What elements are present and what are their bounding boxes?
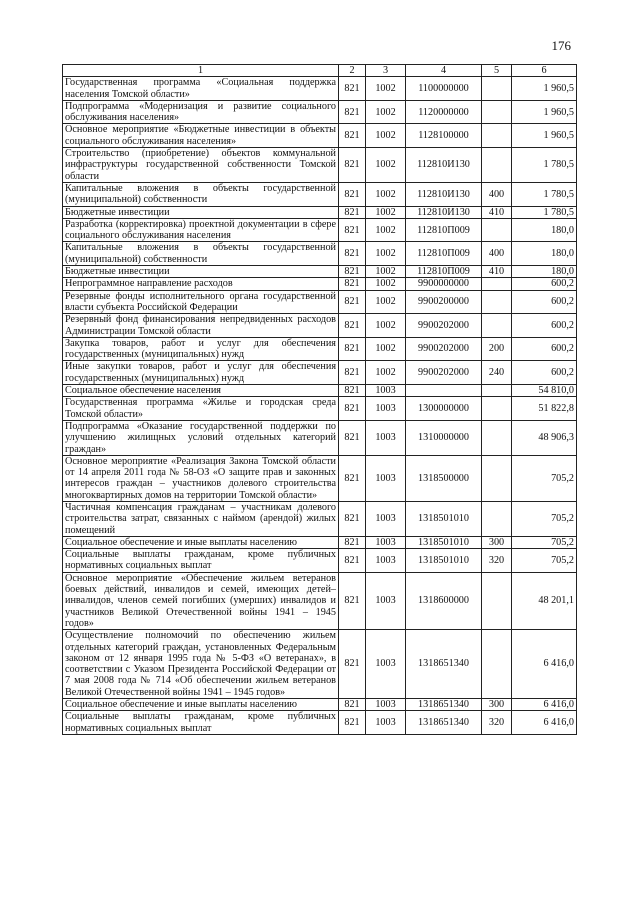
target-article-cell: 1318501010: [406, 501, 482, 536]
amount-cell: 6 416,0: [512, 630, 577, 699]
target-article-cell: 1318501010: [406, 549, 482, 573]
section-code-cell: 1002: [366, 77, 406, 101]
expense-name-cell: Осуществление полномочий по обеспечению жильем отдельных категорий граждан, установленных Федеральным законом от 12 января 1995 года № 5-ФЗ «О ветеранах», в соответствии с Указом Президента Российской Федерации от 7 мая 2008 года № 714 «Об обеспечении жильем ветеранов Великой Отечественной войны 1941 – 1945 годов»: [63, 630, 339, 699]
column-number: 6: [512, 65, 577, 77]
section-code-cell: 1002: [366, 148, 406, 183]
table-row: [63, 549, 577, 573]
target-article-cell: 1128100000: [406, 124, 482, 148]
expense-name-cell: Капитальные вложения в объекты государственной (муниципальной) собственности: [63, 182, 339, 206]
target-article-cell: 1318651340: [406, 630, 482, 699]
amount-cell: 705,2: [512, 455, 577, 501]
expense-name-cell: Резервный фонд финансирования непредвиденных расходов Администрации Томской области: [63, 314, 339, 338]
section-code-cell: 1002: [366, 290, 406, 314]
expense-type-cell: [482, 290, 512, 314]
section-code-cell: 1003: [366, 455, 406, 501]
expense-type-cell: [482, 385, 512, 397]
ministry-code-cell: 821: [339, 124, 366, 148]
ministry-code-cell: 821: [339, 711, 366, 735]
expense-type-cell: [482, 124, 512, 148]
target-article-cell: 112810П009: [406, 266, 482, 278]
expense-type-cell: [482, 77, 512, 101]
section-code-cell: 1003: [366, 420, 406, 455]
target-article-cell: 1300000000: [406, 397, 482, 421]
amount-cell: 705,2: [512, 501, 577, 536]
section-code-cell: 1003: [366, 572, 406, 629]
section-code-cell: 1002: [366, 206, 406, 218]
target-article-cell: 9900202000: [406, 337, 482, 361]
column-number: 3: [366, 65, 406, 77]
amount-cell: 600,2: [512, 278, 577, 290]
amount-cell: 600,2: [512, 337, 577, 361]
ministry-code-cell: 821: [339, 385, 366, 397]
target-article-cell: 112810П009: [406, 218, 482, 242]
table-row: [63, 361, 577, 385]
ministry-code-cell: 821: [339, 290, 366, 314]
table-row: [63, 77, 577, 101]
expense-type-cell: [482, 630, 512, 699]
expense-type-cell: [482, 455, 512, 501]
expense-name-cell: Подпрограмма «Оказание государственной поддержки по улучшению жилищных условий отдельных категорий граждан»: [63, 420, 339, 455]
column-number: 5: [482, 65, 512, 77]
section-code-cell: 1002: [366, 100, 406, 124]
expense-name-cell: Частичная компенсация гражданам – участникам долевого строительства затрат, связанных с наймом (арендой) жилых помещений: [63, 501, 339, 536]
section-code-cell: 1002: [366, 337, 406, 361]
table-row: [63, 206, 577, 218]
target-article-cell: 112810П009: [406, 242, 482, 266]
target-article-cell: 112810И130: [406, 206, 482, 218]
amount-cell: 1 780,5: [512, 206, 577, 218]
expense-name-cell: Основное мероприятие «Обеспечение жильем ветеранов боевых действий, инвалидов и семей, имеющих детей–инвалидов, членов семей погибших (умерших) инвалидов и участников Великой Отечественной войны 1941 – 1945 годов»: [63, 572, 339, 629]
expense-name-cell: Социальное обеспечение населения: [63, 385, 339, 397]
expense-type-cell: [482, 572, 512, 629]
expense-type-cell: 320: [482, 711, 512, 735]
target-article-cell: 9900200000: [406, 290, 482, 314]
table-row: [63, 711, 577, 735]
amount-cell: 600,2: [512, 361, 577, 385]
amount-cell: 180,0: [512, 218, 577, 242]
ministry-code-cell: 821: [339, 266, 366, 278]
column-number-row: [63, 65, 577, 77]
table-row: [63, 420, 577, 455]
table-row: [63, 314, 577, 338]
ministry-code-cell: 821: [339, 278, 366, 290]
expense-name-cell: Бюджетные инвестиции: [63, 266, 339, 278]
table-row: [63, 699, 577, 711]
amount-cell: 1 960,5: [512, 100, 577, 124]
expense-type-cell: 410: [482, 206, 512, 218]
ministry-code-cell: 821: [339, 397, 366, 421]
column-number: 4: [406, 65, 482, 77]
ministry-code-cell: 821: [339, 100, 366, 124]
target-article-cell: [406, 385, 482, 397]
expense-type-cell: 320: [482, 549, 512, 573]
section-code-cell: 1003: [366, 397, 406, 421]
amount-cell: 6 416,0: [512, 711, 577, 735]
page-number: 176: [551, 38, 571, 53]
expense-type-cell: [482, 218, 512, 242]
section-code-cell: 1003: [366, 536, 406, 548]
expense-name-cell: Иные закупки товаров, работ и услуг для обеспечения государственных (муниципальных) нужд: [63, 361, 339, 385]
ministry-code-cell: 821: [339, 337, 366, 361]
expense-name-cell: Строительство (приобретение) объектов коммунальной инфраструктуры государственной собственности Томской области: [63, 148, 339, 183]
expense-type-cell: 300: [482, 536, 512, 548]
expense-type-cell: [482, 100, 512, 124]
table-row: [63, 397, 577, 421]
table-row: [63, 124, 577, 148]
amount-cell: 600,2: [512, 314, 577, 338]
expense-type-cell: 240: [482, 361, 512, 385]
section-code-cell: 1002: [366, 242, 406, 266]
amount-cell: 48 201,1: [512, 572, 577, 629]
section-code-cell: 1002: [366, 361, 406, 385]
amount-cell: 1 780,5: [512, 182, 577, 206]
expense-name-cell: Закупка товаров, работ и услуг для обеспечения государственных (муниципальных) нужд: [63, 337, 339, 361]
table-row: [63, 501, 577, 536]
target-article-cell: 1100000000: [406, 77, 482, 101]
amount-cell: 51 822,8: [512, 397, 577, 421]
expense-type-cell: [482, 278, 512, 290]
target-article-cell: 9900202000: [406, 361, 482, 385]
amount-cell: 705,2: [512, 549, 577, 573]
expense-type-cell: 200: [482, 337, 512, 361]
amount-cell: 1 780,5: [512, 148, 577, 183]
amount-cell: 54 810,0: [512, 385, 577, 397]
ministry-code-cell: 821: [339, 630, 366, 699]
expense-name-cell: Бюджетные инвестиции: [63, 206, 339, 218]
target-article-cell: 1310000000: [406, 420, 482, 455]
table-row: [63, 290, 577, 314]
table-row: [63, 337, 577, 361]
ministry-code-cell: 821: [339, 420, 366, 455]
expense-name-cell: Непрограммное направление расходов: [63, 278, 339, 290]
target-article-cell: 112810И130: [406, 182, 482, 206]
table-row: [63, 218, 577, 242]
column-number: 1: [63, 65, 339, 77]
table-row: [63, 536, 577, 548]
target-article-cell: 1318651340: [406, 699, 482, 711]
expense-type-cell: 400: [482, 182, 512, 206]
ministry-code-cell: 821: [339, 242, 366, 266]
amount-cell: 705,2: [512, 536, 577, 548]
section-code-cell: 1002: [366, 266, 406, 278]
target-article-cell: 1318651340: [406, 711, 482, 735]
section-code-cell: 1003: [366, 501, 406, 536]
budget-table: [62, 64, 577, 735]
amount-cell: 1 960,5: [512, 77, 577, 101]
target-article-cell: 1120000000: [406, 100, 482, 124]
table-row: [63, 182, 577, 206]
expense-name-cell: Резервные фонды исполнительного органа государственной власти субъекта Российской Федерации: [63, 290, 339, 314]
expense-name-cell: Социальные выплаты гражданам, кроме публичных нормативных социальных выплат: [63, 711, 339, 735]
expense-type-cell: [482, 397, 512, 421]
ministry-code-cell: 821: [339, 361, 366, 385]
table-row: [63, 266, 577, 278]
amount-cell: 180,0: [512, 242, 577, 266]
amount-cell: 48 906,3: [512, 420, 577, 455]
section-code-cell: 1002: [366, 182, 406, 206]
amount-cell: 1 960,5: [512, 124, 577, 148]
target-article-cell: 9900202000: [406, 314, 482, 338]
section-code-cell: 1003: [366, 699, 406, 711]
ministry-code-cell: 821: [339, 699, 366, 711]
expense-name-cell: Разработка (корректировка) проектной документации в сфере социального обслуживания населения: [63, 218, 339, 242]
ministry-code-cell: 821: [339, 77, 366, 101]
section-code-cell: 1002: [366, 278, 406, 290]
section-code-cell: 1003: [366, 549, 406, 573]
ministry-code-cell: 821: [339, 455, 366, 501]
expense-type-cell: [482, 148, 512, 183]
expense-name-cell: Капитальные вложения в объекты государственной (муниципальной) собственности: [63, 242, 339, 266]
table-row: [63, 630, 577, 699]
ministry-code-cell: 821: [339, 501, 366, 536]
expense-name-cell: Социальные выплаты гражданам, кроме публичных нормативных социальных выплат: [63, 549, 339, 573]
amount-cell: 6 416,0: [512, 699, 577, 711]
target-article-cell: 1318500000: [406, 455, 482, 501]
expense-name-cell: Основное мероприятие «Реализация Закона Томской области от 14 апреля 2011 года № 58-ОЗ «О защите прав и законных интересов граждан – участников долевого строительства многоквартирных домов на территории Томской области»: [63, 455, 339, 501]
expense-name-cell: Государственная программа «Социальная поддержка населения Томской области»: [63, 77, 339, 101]
ministry-code-cell: 821: [339, 148, 366, 183]
table-body: [63, 77, 577, 735]
expense-type-cell: 410: [482, 266, 512, 278]
section-code-cell: 1003: [366, 385, 406, 397]
expense-name-cell: Основное мероприятие «Бюджетные инвестиции в объекты социального обслуживания населения»: [63, 124, 339, 148]
target-article-cell: 1318600000: [406, 572, 482, 629]
ministry-code-cell: 821: [339, 536, 366, 548]
expense-name-cell: Государственная программа «Жилье и городская среда Томской области»: [63, 397, 339, 421]
table-row: [63, 385, 577, 397]
expense-name-cell: Социальное обеспечение и иные выплаты населению: [63, 536, 339, 548]
table-row: [63, 278, 577, 290]
expense-type-cell: 300: [482, 699, 512, 711]
ministry-code-cell: 821: [339, 206, 366, 218]
ministry-code-cell: 821: [339, 572, 366, 629]
table-row: [63, 572, 577, 629]
expense-type-cell: 400: [482, 242, 512, 266]
target-article-cell: 1318501010: [406, 536, 482, 548]
expense-type-cell: [482, 501, 512, 536]
expense-type-cell: [482, 420, 512, 455]
section-code-cell: 1002: [366, 314, 406, 338]
section-code-cell: 1003: [366, 630, 406, 699]
target-article-cell: 112810И130: [406, 148, 482, 183]
expense-type-cell: [482, 314, 512, 338]
column-number: 2: [339, 65, 366, 77]
ministry-code-cell: 821: [339, 182, 366, 206]
table-row: [63, 455, 577, 501]
section-code-cell: 1002: [366, 218, 406, 242]
amount-cell: 180,0: [512, 266, 577, 278]
expense-name-cell: Подпрограмма «Модернизация и развитие социального обслуживания населения»: [63, 100, 339, 124]
ministry-code-cell: 821: [339, 549, 366, 573]
section-code-cell: 1003: [366, 711, 406, 735]
expense-name-cell: Социальное обеспечение и иные выплаты населению: [63, 699, 339, 711]
target-article-cell: 9900000000: [406, 278, 482, 290]
ministry-code-cell: 821: [339, 218, 366, 242]
table-row: [63, 100, 577, 124]
table-row: [63, 148, 577, 183]
section-code-cell: 1002: [366, 124, 406, 148]
amount-cell: 600,2: [512, 290, 577, 314]
table-row: [63, 242, 577, 266]
ministry-code-cell: 821: [339, 314, 366, 338]
